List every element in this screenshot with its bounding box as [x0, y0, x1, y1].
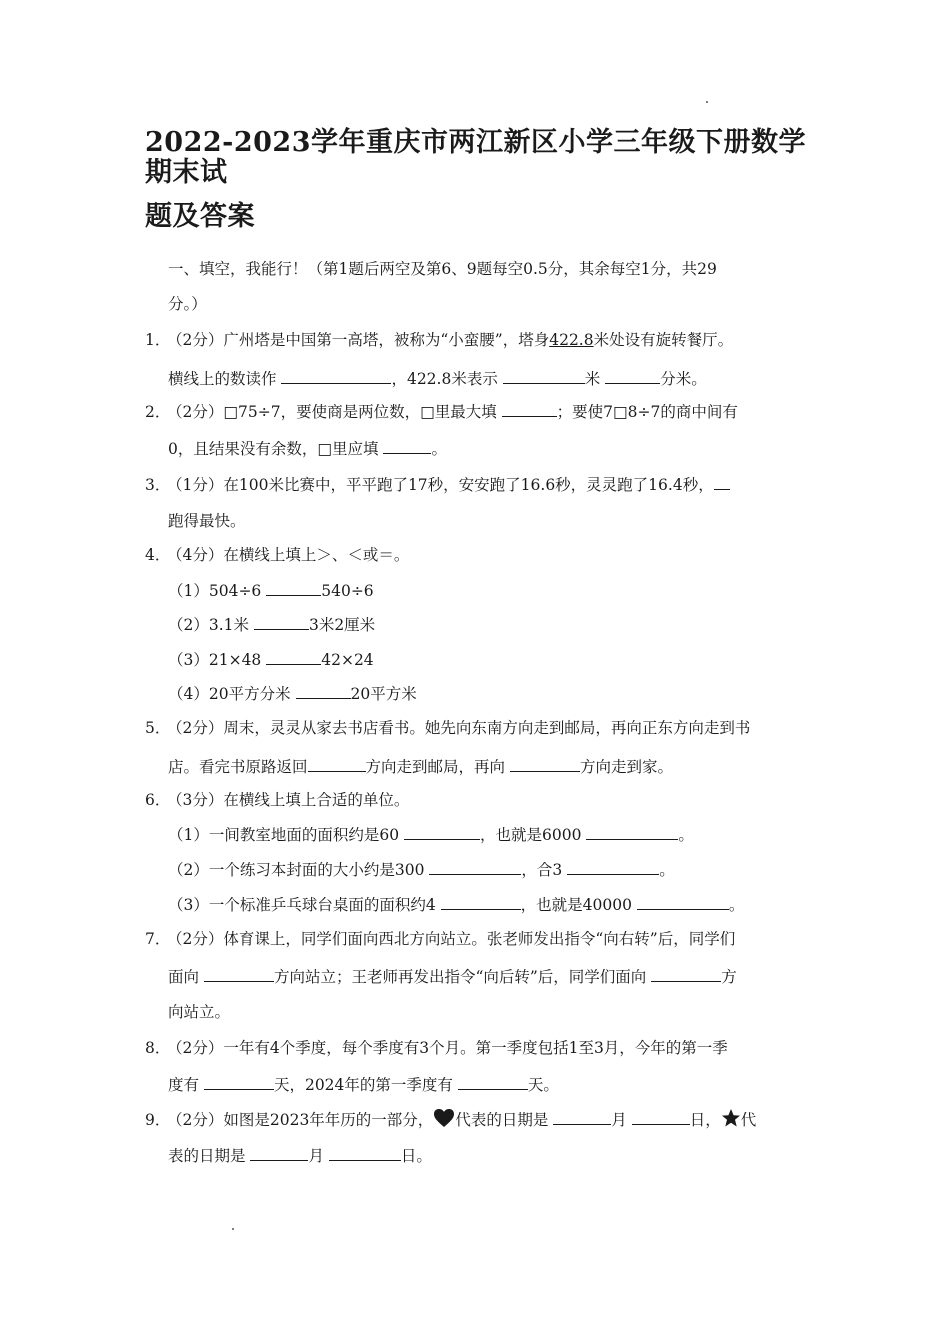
- question-number: 5．: [145, 719, 171, 737]
- question-text: 横线上的数读作: [168, 370, 277, 388]
- compare-item-3: [168, 649, 374, 670]
- heart-icon: [433, 1108, 455, 1133]
- question-text: （2分）如图是2023年年历的一部分，: [167, 1111, 434, 1129]
- unit-item-1: [168, 824, 694, 845]
- answer-blank[interactable]: [296, 683, 351, 699]
- answer-blank[interactable]: [250, 1145, 308, 1161]
- page-title-cont: 题及答案: [145, 201, 255, 232]
- answer-blank[interactable]: [383, 438, 431, 454]
- question-3-line2: 跑得最快。: [168, 512, 246, 530]
- question-text: ；要使7□8÷7的商中间有: [556, 403, 738, 421]
- question-text: 方向站立；王老师再发出指令“向后转”后，同学们面向: [273, 968, 647, 986]
- question-text: 面向: [168, 968, 200, 986]
- question-3: [145, 474, 730, 495]
- section-heading: 一、填空，我能行！（第1题后两空及第6、9题每空0.5分，其余每空1分，共29: [168, 260, 717, 278]
- question-number: 4．: [145, 546, 171, 564]
- answer-blank[interactable]: [605, 368, 660, 384]
- question-1-line2: [168, 368, 707, 389]
- answer-blank[interactable]: [404, 824, 480, 840]
- unit-item-2: [168, 859, 675, 880]
- question-9-line2: [168, 1145, 432, 1166]
- question-number: 8．: [145, 1039, 171, 1057]
- answer-blank[interactable]: [266, 580, 321, 596]
- section-heading-cont: 分。）: [168, 295, 207, 313]
- question-text: ，合3: [521, 861, 563, 879]
- question-text: （2分）□75÷7，要使商是两位数，□里最大填: [167, 403, 497, 421]
- question-number: 9．: [145, 1111, 171, 1129]
- question-text: （3）一个标准乒乓球台桌面的面积约4: [168, 896, 436, 914]
- star-icon: [721, 1108, 741, 1133]
- question-text: 。: [431, 440, 447, 458]
- answer-blank[interactable]: [254, 614, 309, 630]
- question-number: 3．: [145, 476, 171, 494]
- question-text: （3分）在横线上填上合适的单位。: [167, 791, 410, 809]
- answer-blank[interactable]: [281, 368, 391, 384]
- answer-blank[interactable]: [586, 824, 678, 840]
- answer-blank[interactable]: [637, 894, 729, 910]
- answer-blank[interactable]: [441, 894, 521, 910]
- question-text: 店。看完书原路返回: [168, 758, 308, 776]
- answer-blank[interactable]: [266, 649, 321, 665]
- answer-blank[interactable]: [651, 966, 721, 982]
- answer-blank[interactable]: [329, 1145, 401, 1161]
- question-text: 代表的日期是: [455, 1111, 549, 1129]
- answer-blank[interactable]: [204, 1074, 274, 1090]
- question-text: （2分）体育课上，同学们面向西北方向站立。张老师发出指令“向右转”后，同学们: [167, 930, 736, 948]
- question-1: [145, 330, 733, 350]
- question-text: （2分）一年有4个季度，每个季度有3个月。第一季度包括1至3月，今年的第一季: [167, 1039, 728, 1057]
- question-text: （1）一间教室地面的面积约是60: [168, 826, 400, 844]
- question-text: 方向走到家。: [579, 758, 673, 776]
- question-text: 米: [584, 370, 601, 388]
- question-text: 。: [659, 861, 675, 879]
- question-text: 月: [308, 1147, 324, 1165]
- answer-blank[interactable]: [632, 1109, 690, 1125]
- question-text: 。: [678, 826, 694, 844]
- question-2-line2: [168, 438, 447, 459]
- question-5: [145, 718, 750, 738]
- compare-item-1: [168, 580, 374, 601]
- question-number: 2．: [145, 403, 171, 421]
- unit-item-3: [168, 894, 744, 915]
- answer-blank[interactable]: [503, 368, 585, 384]
- answer-blank[interactable]: [458, 1074, 528, 1090]
- answer-blank[interactable]: [429, 859, 521, 875]
- item-right: 42×24: [321, 651, 374, 669]
- question-7-line3: 向站立。: [168, 1003, 231, 1021]
- compare-item-2: [168, 614, 375, 635]
- question-text: 方: [721, 968, 737, 986]
- question-9: [145, 1108, 756, 1133]
- question-2: [145, 401, 738, 422]
- question-text: ，422.8米表示: [391, 370, 498, 388]
- question-text: 月: [611, 1111, 627, 1129]
- question-text: 日，: [689, 1111, 721, 1129]
- question-text: （2）一个练习本封面的大小约是300: [168, 861, 425, 879]
- answer-blank[interactable]: [510, 756, 580, 772]
- answer-blank[interactable]: [204, 966, 274, 982]
- question-number: 7．: [145, 930, 171, 948]
- question-text: 代: [740, 1111, 757, 1129]
- item-left: （1）504÷6: [168, 582, 262, 600]
- underlined-number: 422.8: [549, 331, 594, 349]
- question-text: （2分）广州塔是中国第一高塔，被称为“小蛮腰”，塔身: [167, 331, 550, 349]
- question-4: [145, 545, 409, 565]
- question-number: 6．: [145, 791, 171, 809]
- question-text: 。: [728, 896, 745, 914]
- item-left: （4）20平方分米: [168, 685, 291, 703]
- question-text: 分米。: [660, 370, 707, 388]
- item-right: 540÷6: [321, 582, 374, 600]
- question-text: 天。: [527, 1076, 559, 1094]
- compare-item-4: [168, 683, 417, 704]
- page-title: 2022-2023学年重庆市两江新区小学三年级下册数学期末试: [145, 127, 806, 188]
- question-5-line2: [168, 756, 673, 777]
- question-text: 方向走到邮局，再向: [365, 758, 506, 776]
- item-right: 20平方米: [350, 685, 417, 703]
- question-text: ，也就是6000: [480, 826, 582, 844]
- question-8: [145, 1038, 728, 1058]
- question-text: （2分）周末，灵灵从家去书店看书。她先向东南方向走到邮局，再向正东方向走到书: [167, 719, 751, 737]
- question-text: ，也就是40000: [520, 896, 632, 914]
- scan-dot-bottom: [232, 1228, 234, 1230]
- question-text: 米处设有旋转餐厅。: [593, 331, 734, 349]
- item-left: （2）3.1米: [168, 616, 250, 634]
- answer-blank[interactable]: [502, 401, 557, 417]
- question-7: [145, 929, 735, 949]
- answer-blank[interactable]: [567, 859, 659, 875]
- question-6: [145, 790, 409, 810]
- question-text: 天，2024年的第一季度有: [273, 1076, 453, 1094]
- answer-blank[interactable]: [308, 756, 366, 772]
- item-left: （3）21×48: [168, 651, 262, 669]
- question-number: 1．: [145, 331, 171, 349]
- question-text: 日。: [400, 1147, 432, 1165]
- question-text: （4分）在横线上填上＞、＜或＝。: [167, 546, 410, 564]
- question-text: 度有: [168, 1076, 200, 1094]
- answer-blank[interactable]: [714, 474, 730, 490]
- item-right: 3米2厘米: [308, 616, 376, 634]
- question-8-line2: [168, 1074, 559, 1095]
- scan-dot-top: [706, 101, 708, 103]
- question-text: 表的日期是: [168, 1147, 246, 1165]
- question-text: （1分）在100米比赛中，平平跑了17秒，安安跑了16.6秒，灵灵跑了16.4秒，: [167, 476, 714, 494]
- question-7-line2: [168, 966, 737, 987]
- answer-blank[interactable]: [553, 1109, 611, 1125]
- question-text: 0，且结果没有余数，□里应填: [168, 440, 379, 458]
